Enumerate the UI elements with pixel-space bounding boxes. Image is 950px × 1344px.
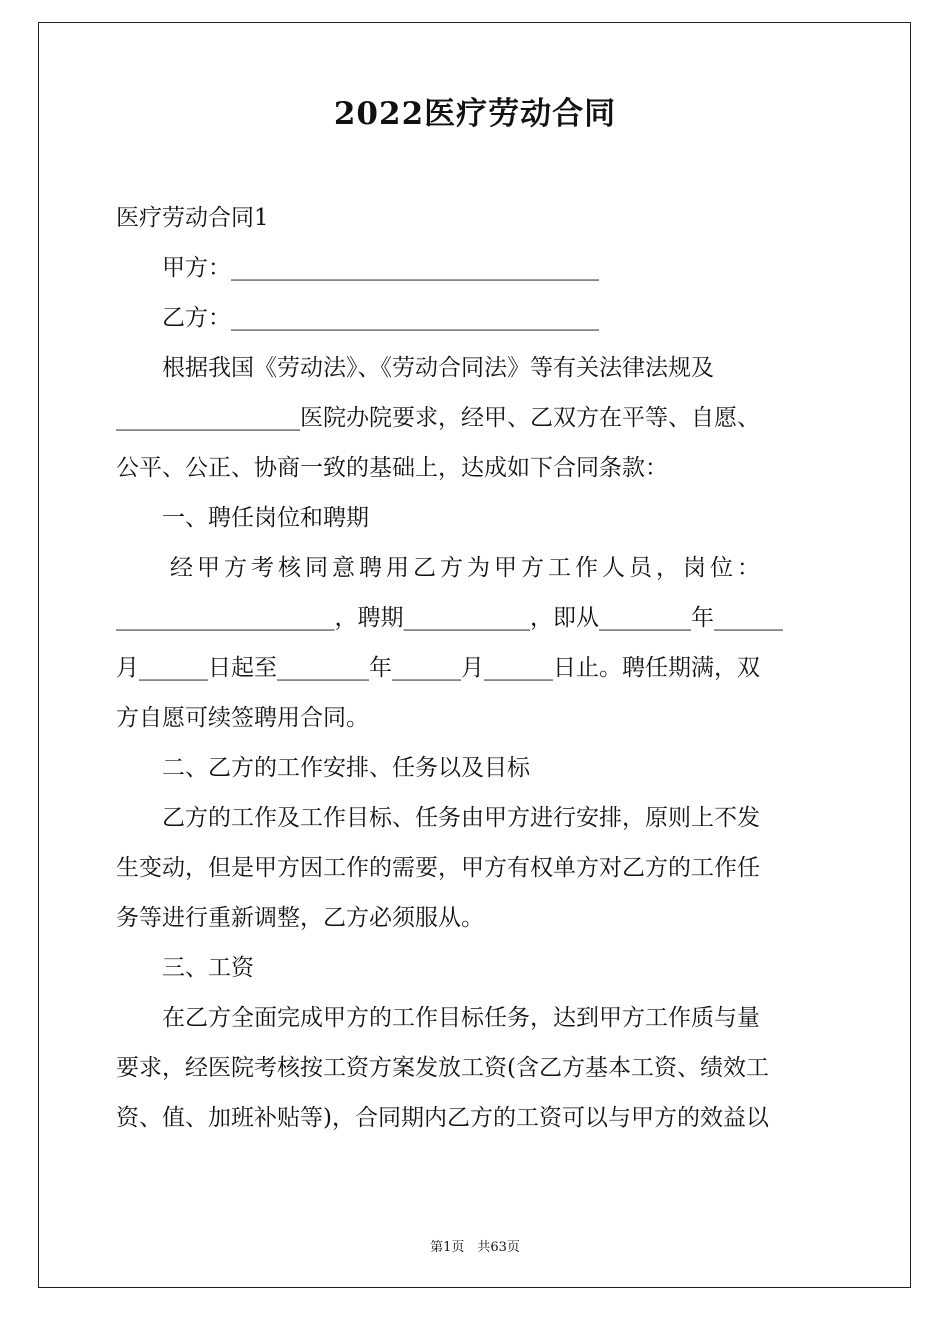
body-line: 在乙方全面完成甲方的工作目标任务，达到甲方工作质与量 xyxy=(116,1005,760,1031)
party-b-line: 乙方：________________________________ xyxy=(116,305,599,331)
document-title: 2022医疗劳动合同 xyxy=(333,96,617,132)
page-number: 第1页 共63页 xyxy=(430,1240,520,1255)
body-line: ___________________，聘期___________，即从________年______ xyxy=(116,605,783,631)
body-line: 根据我国《劳动法》、《劳动合同法》等有关法律法规及 xyxy=(116,355,714,381)
body-line: 月______日起至________年______月______日止。聘任期满，双 xyxy=(116,655,760,681)
body-line: ________________医院办院要求，经甲、乙双方在平等、自愿、 xyxy=(116,405,760,431)
clause-heading: 二、乙方的工作安排、任务以及目标 xyxy=(116,755,530,781)
party-a-line: 甲方：________________________________ xyxy=(116,255,599,281)
body-line: 生变动，但是甲方因工作的需要，甲方有权单方对乙方的工作任 xyxy=(116,855,760,881)
body-line: 乙方的工作及工作目标、任务由甲方进行安排，原则上不发 xyxy=(116,805,760,831)
clause-heading: 三、工资 xyxy=(116,955,254,981)
section-heading: 医疗劳动合同1 xyxy=(116,205,269,231)
clause-heading: 一、聘任岗位和聘期 xyxy=(116,505,369,531)
body-line: 方自愿可续签聘用合同。 xyxy=(116,705,369,731)
body-line: 公平、公正、协商一致的基础上，达成如下合同条款： xyxy=(116,455,668,481)
body-line: 务等进行重新调整，乙方必须服从。 xyxy=(116,905,484,931)
body-line: 资、值、加班补贴等)，合同期内乙方的工资可以与甲方的效益以 xyxy=(116,1105,769,1131)
body-line: 要求，经医院考核按工资方案发放工资(含乙方基本工资、绩效工 xyxy=(116,1055,769,1081)
body-line: 经甲方考核同意聘用乙方为甲方工作人员，岗位： xyxy=(116,555,764,581)
